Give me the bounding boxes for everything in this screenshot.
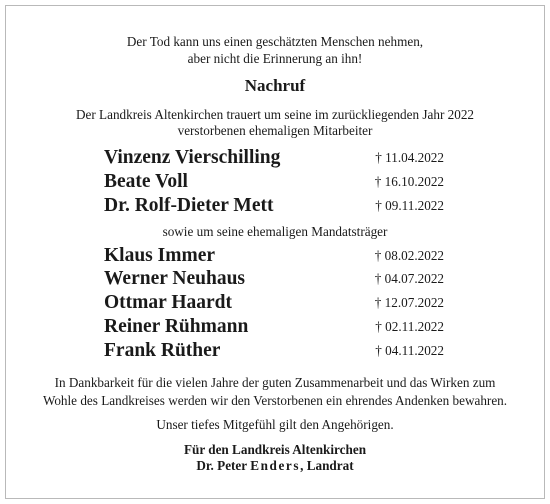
intro-line-2: verstorbenen ehemaligen Mitarbeiter [177, 123, 373, 138]
death-date: † 11.04.2022 [375, 150, 444, 165]
thanks-line-2: Wohle des Landkreises werden wir den Verstorbenen ein ehrendes Andenken bewahren. [42, 393, 508, 408]
signature-line-1: Für den Landkreis Altenkirchen [183, 442, 367, 457]
signatory-title: , Landrat [300, 458, 354, 473]
deceased-name: Ottmar Haardt [104, 292, 232, 313]
deceased-name: Beate Voll [104, 171, 188, 192]
signatory-name-prefix: Dr. Peter [196, 458, 251, 473]
motto-line-2: aber nicht die Erinnerung an ihn! [187, 51, 363, 66]
signature-line-2 [0, 458, 550, 474]
employee-entry [104, 170, 444, 194]
condolence-line: Unser tiefes Mitgefühl gilt den Angehörigen. [156, 417, 394, 432]
death-date: † 12.07.2022 [374, 295, 444, 310]
death-date: † 16.10.2022 [374, 174, 444, 189]
death-date: † 02.11.2022 [375, 319, 444, 334]
deceased-name: Klaus Immer [104, 245, 216, 266]
death-date: † 08.02.2022 [374, 248, 444, 263]
employee-entry [104, 194, 444, 218]
official-entry [104, 267, 444, 291]
death-date: † 09.11.2022 [375, 198, 444, 213]
intro-line-1: Der Landkreis Altenkirchen trauert um seine im zurückliegenden Jahr 2022 [75, 107, 475, 122]
official-entry [104, 244, 444, 268]
signatory-surname: Enders [250, 458, 301, 473]
death-date: † 04.07.2022 [374, 271, 444, 286]
thanks-line-1: In Dankbarkeit für die vielen Jahre der guten Zusammenarbeit und das Wirken zum [54, 375, 496, 390]
deceased-name: Vinzenz Vierschilling [104, 147, 281, 168]
death-date: † 04.11.2022 [375, 343, 444, 358]
official-entry [104, 315, 444, 339]
deceased-name: Werner Neuhaus [104, 268, 246, 289]
official-entry [104, 339, 444, 363]
motto-line-1: Der Tod kann uns einen geschätzten Menschen nehmen, [126, 34, 424, 49]
deceased-name: Dr. Rolf-Dieter Mett [104, 195, 274, 216]
employee-entry [104, 146, 444, 170]
official-entry [104, 291, 444, 315]
separator-line: sowie um seine ehemaligen Mandatsträger [162, 224, 388, 239]
notice-heading: Nachruf [244, 76, 306, 95]
deceased-name: Reiner Rühmann [104, 316, 249, 337]
deceased-name: Frank Rüther [104, 340, 221, 361]
